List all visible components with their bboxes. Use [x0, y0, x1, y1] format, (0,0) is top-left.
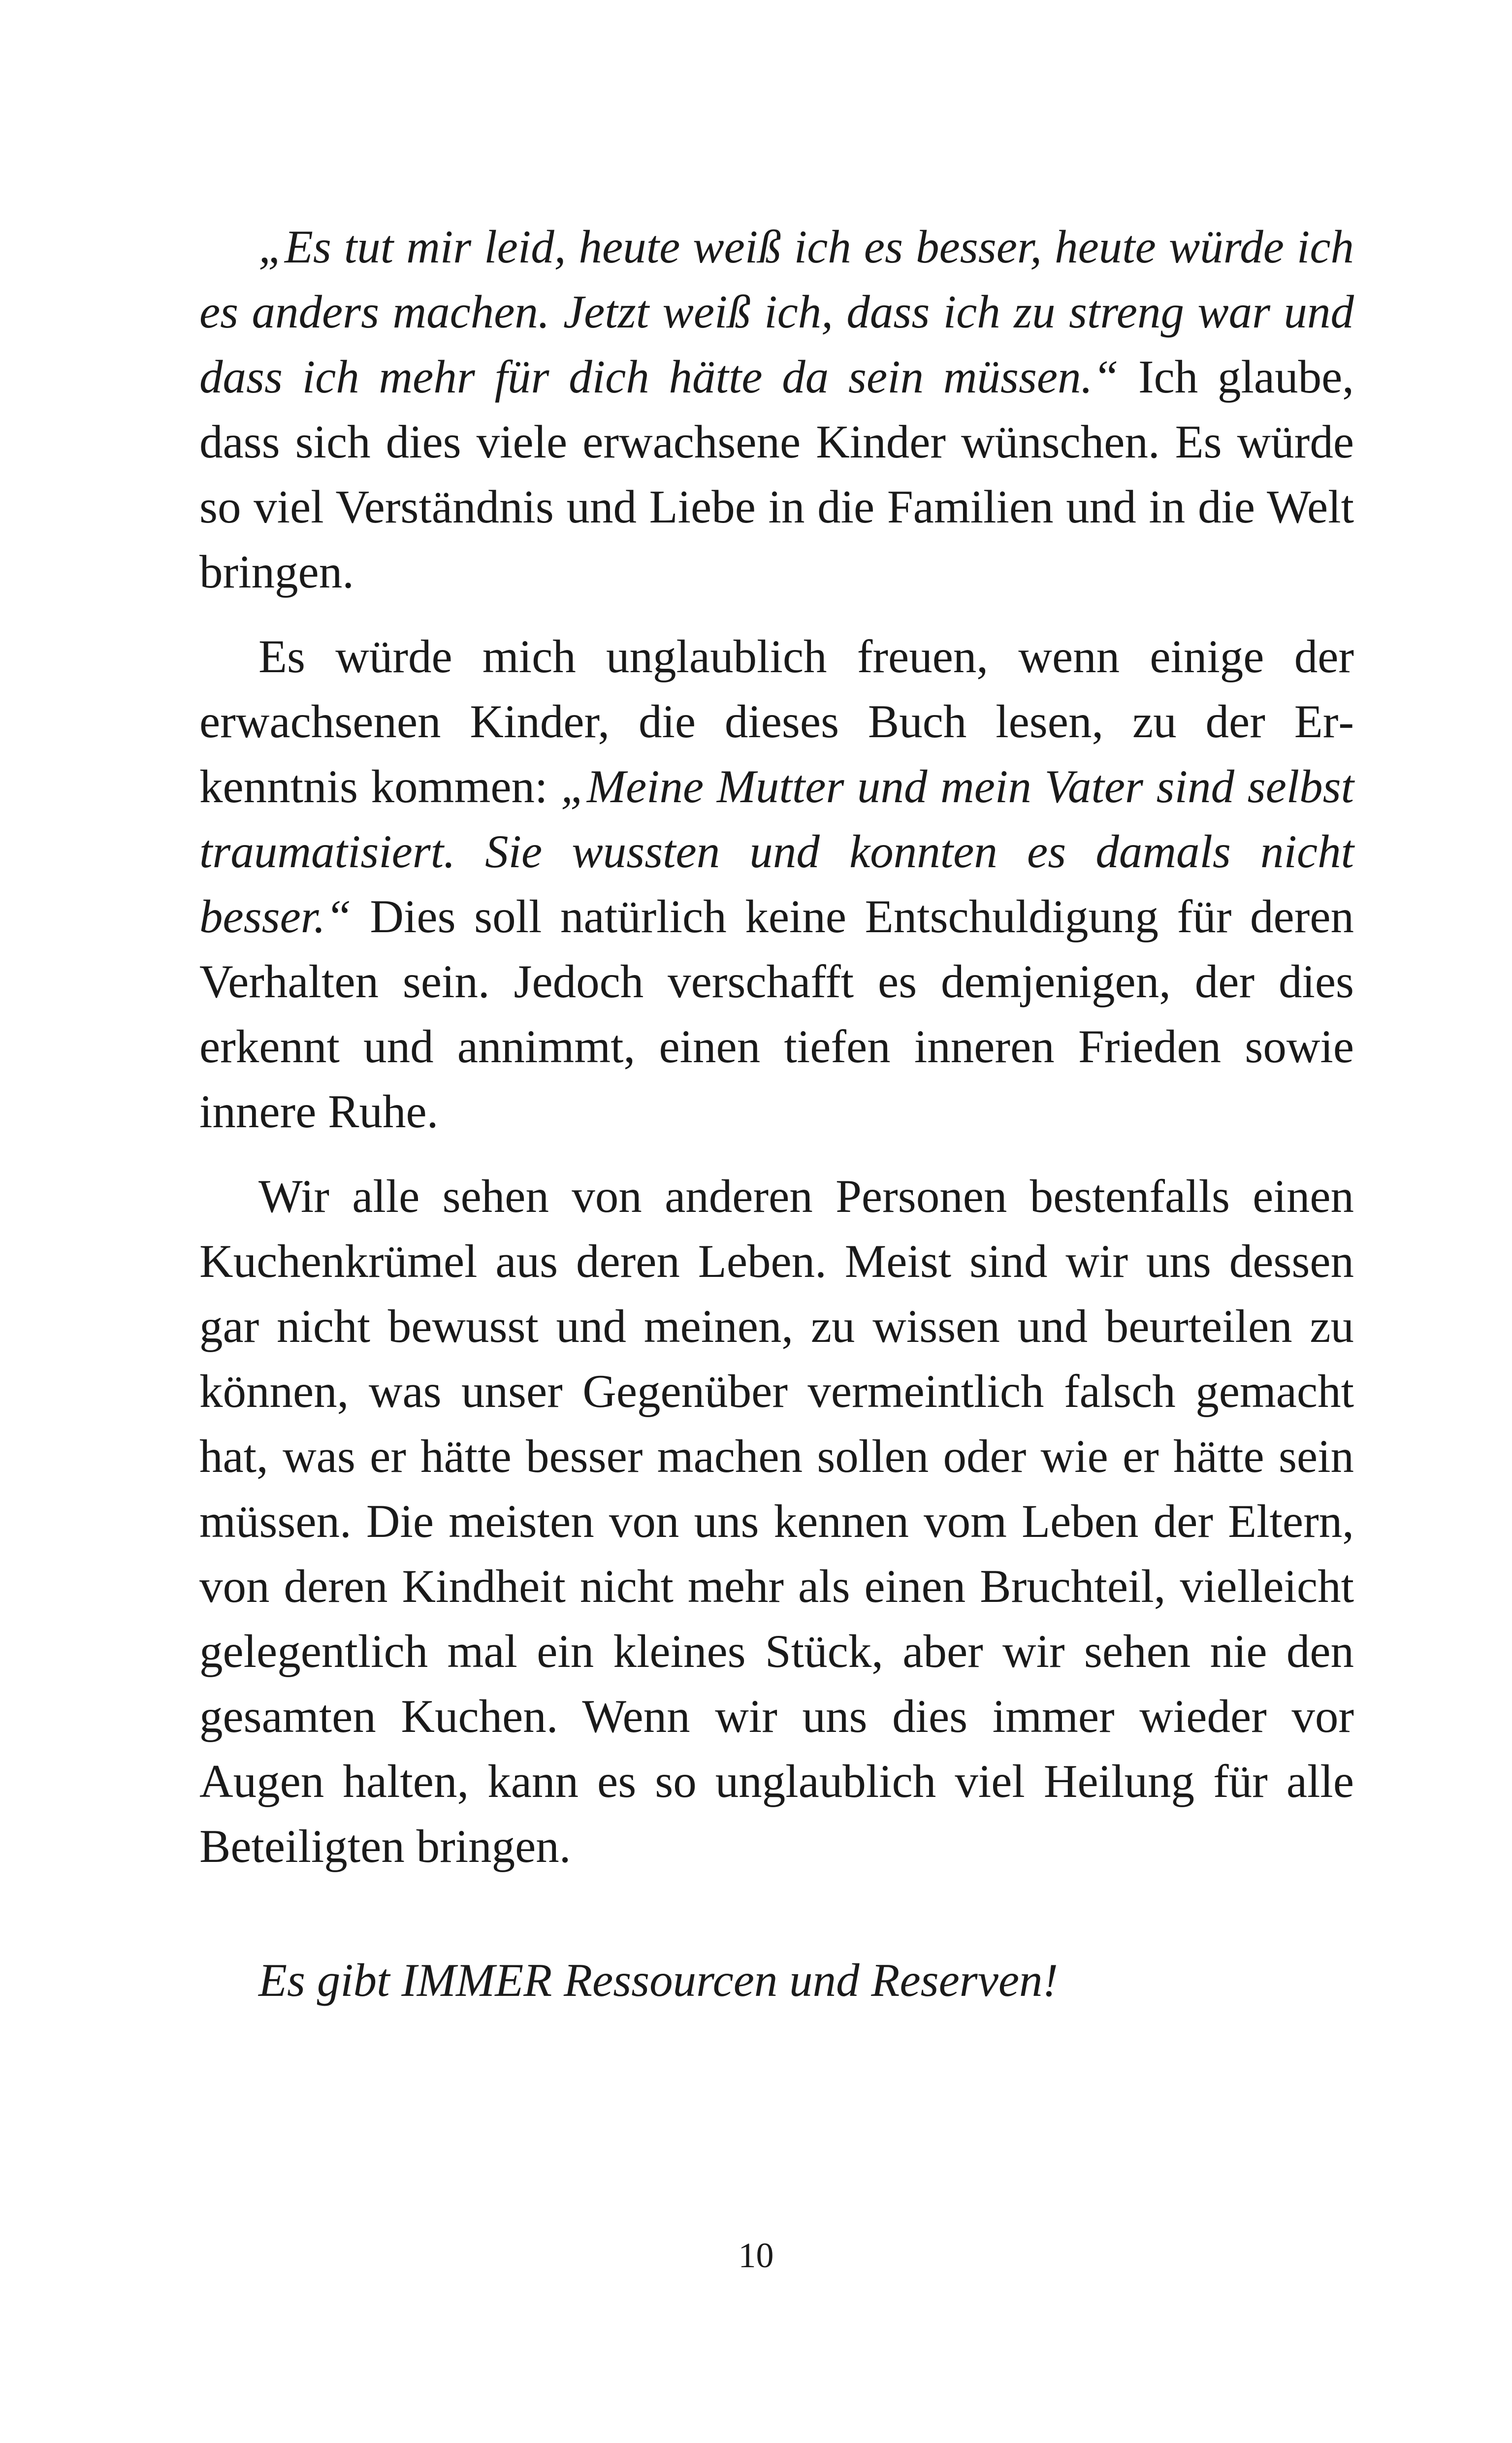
page-number: 10: [738, 2236, 774, 2275]
paragraph-1: [199, 214, 1354, 604]
paragraph-2-intro: Es würde mich unglaublich freuen, wenn einige der erwachsenen Kinder, die dieses Buch lesen, zu der Erkenntnis kommen:: [199, 630, 1354, 813]
quote-parents: „Meine Mutter und mein Vater sind selbst traumatisiert. Sie wussten und konnten es damals nicht besser.“: [199, 760, 1354, 943]
closing-italic: Es gibt IMMER Ressourcen und Reserven!: [258, 1954, 1059, 2006]
paragraph-2-text: Dies soll natürlich keine Entschuldigung für deren Verhalten sein. Jedoch verschafft es demjenigen, der dies erkennt und annimmt, einen tiefen inneren Frieden sowie innere Ruhe.: [199, 890, 1354, 1138]
body-text: [199, 214, 1354, 2013]
closing-line: [199, 1948, 1354, 2013]
paragraph-1-text: Ich glaube, dass sich dies viele erwachsene Kinder wünschen. Es würde so viel Verständnis und Liebe in die Familien und in die Welt bringen.: [199, 351, 1354, 598]
quote-apology: „Es tut mir leid, heute weiß ich es besser, heute würde ich es anders machen. Jetzt weiß ich, dass ich zu streng war und dass ich mehr für dich hätte da sein müssen.“: [199, 221, 1354, 403]
paragraph-2: [199, 624, 1354, 1144]
paragraph-3: [199, 1164, 1354, 1879]
paragraph-3-text: Wir alle sehen von anderen Personen bestenfalls einen Kuchenkrümel aus deren Leben. Meist sind wir uns dessen gar nicht bewusst und meinen, zu wissen und beurteilen zu können, was unser Gegenüber vermeintlich falsch gemacht hat, was er hätte besser machen sollen oder wie er hätte sein müssen. Die meisten von uns kennen vom Leben der Eltern, von deren Kindheit nicht mehr als einen Bruchteil, vielleicht gelegentlich mal ein kleines Stück, aber wir sehen nie den gesamten Kuchen. Wenn wir uns dies immer wieder vor Augen halten, kann es so unglaublich viel Heilung für alle Beteiligten bringen.: [199, 1170, 1354, 1872]
